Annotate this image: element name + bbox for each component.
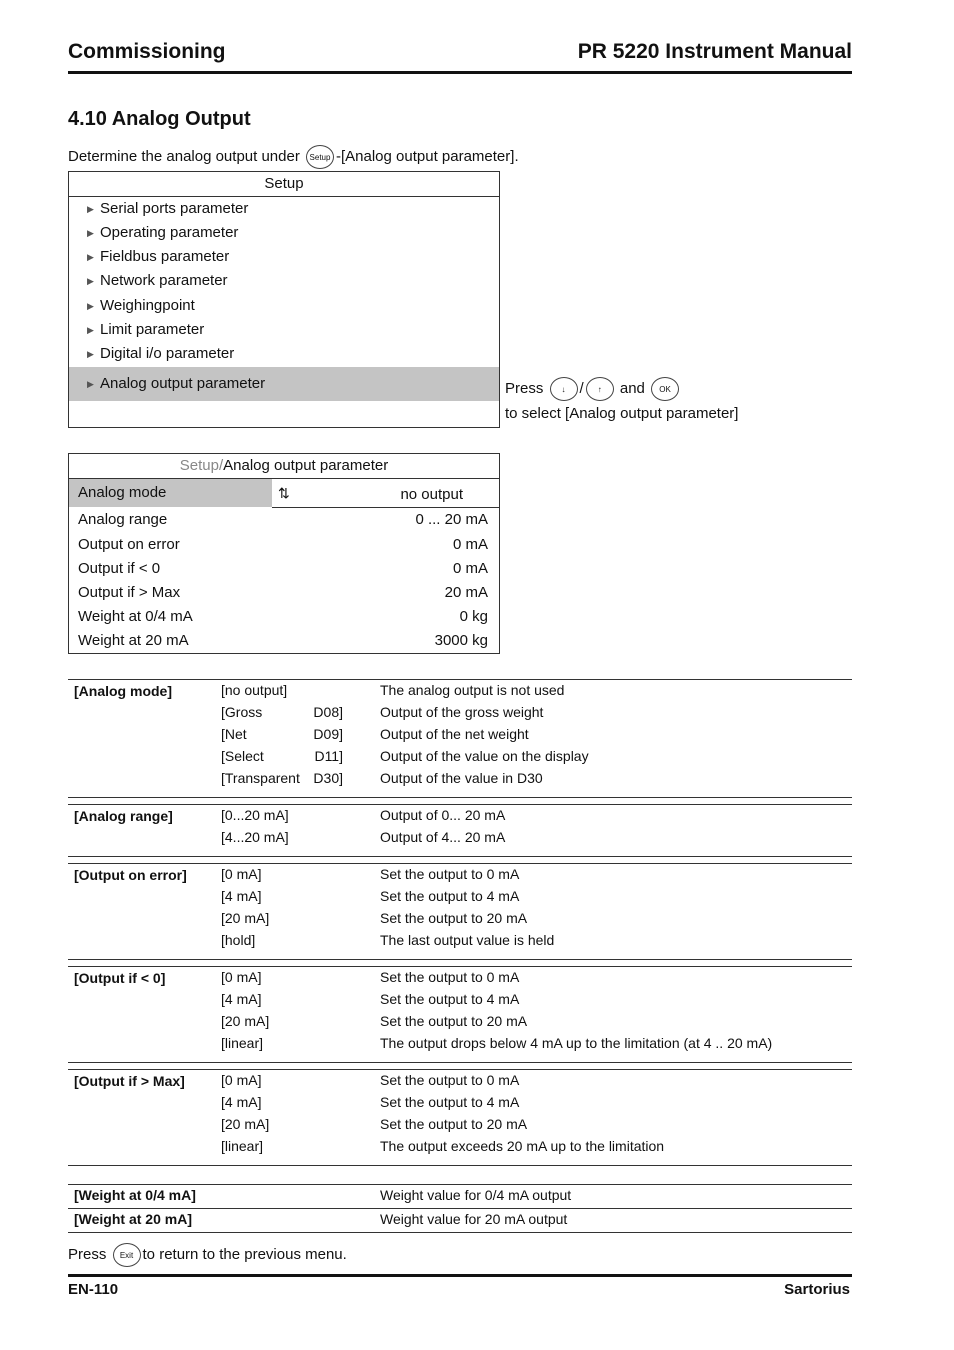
setup-key-icon: Setup: [306, 145, 334, 169]
triangle-right-icon: ▶: [87, 228, 94, 238]
analog-param-menu: [68, 453, 500, 654]
ref-option-desc: Output of the net weight: [380, 726, 529, 742]
ref-option-code: D08]: [313, 704, 343, 720]
menu-item-label: Analog output parameter: [100, 375, 266, 392]
menu-item-serial-ports[interactable]: [69, 197, 499, 221]
param-value: no output: [400, 486, 463, 503]
header-chapter: Commissioning: [68, 40, 226, 63]
ref-option-desc: Weight value for 20 mA output: [380, 1211, 568, 1227]
header-rule: [68, 71, 852, 74]
ref-option-desc: Output of 4... 20 mA: [380, 829, 506, 845]
ref-option-desc: Set the output to 0 mA: [380, 1072, 520, 1088]
param-menu-title: [69, 454, 499, 479]
ref-top-rule: [68, 679, 852, 680]
param-value: 0 mA: [452, 560, 488, 577]
ref-top-rule: [68, 1069, 852, 1070]
triangle-right-icon: ▶: [87, 252, 94, 262]
ref-option-desc: The output exceeds 20 mA up to the limitation: [380, 1138, 665, 1154]
menu-item-label: Limit parameter: [100, 321, 205, 338]
setup-menu: [68, 171, 500, 428]
triangle-right-icon: ▶: [87, 325, 94, 335]
triangle-right-icon: ▶: [87, 204, 94, 214]
header-manual-title: PR 5220 Instrument Manual: [577, 40, 852, 63]
ref-bottom-rule: [68, 1165, 852, 1166]
ref-option-desc: Set the output to 20 mA: [380, 910, 528, 926]
and-label: and: [619, 380, 645, 397]
ref-bottom-rule: [68, 797, 852, 798]
menu-item-limit[interactable]: [69, 318, 499, 342]
ref-option: [4 mA]: [221, 888, 262, 904]
ref-option: [4 mA]: [221, 991, 262, 1007]
value-field: [272, 479, 499, 508]
ref-param-label: [Analog mode]: [74, 683, 172, 699]
triangle-right-icon: ▶: [87, 379, 94, 389]
footer-brand: Sartorius: [784, 1281, 850, 1298]
ref-option-desc: Output of the gross weight: [380, 704, 544, 720]
press-label: Press: [505, 380, 544, 397]
param-value: 0 mA: [452, 536, 488, 553]
menu-item-label: Fieldbus parameter: [100, 248, 230, 265]
ref-option-desc: Set the output to 0 mA: [380, 969, 520, 985]
menu-item-label: Operating parameter: [100, 224, 239, 241]
setup-menu-title: Setup: [69, 172, 499, 197]
triangle-right-icon: ▶: [87, 276, 94, 286]
ref-option: [4 mA]: [221, 1094, 262, 1110]
param-row-analog-mode[interactable]: [69, 479, 499, 507]
page-number: EN-110: [68, 1281, 119, 1298]
exit-note-text: to return to the previous menu.: [142, 1245, 347, 1263]
arrow-down-key-icon: ↓: [550, 377, 578, 401]
ref-option-code: D11]: [314, 748, 343, 764]
menu-item-label: Digital i/o parameter: [100, 345, 235, 362]
ref-option: [Gross: [221, 704, 263, 720]
triangle-right-icon: ▶: [87, 349, 94, 359]
ref-bottom-rule: [68, 1208, 852, 1209]
ref-option: [0 mA]: [221, 866, 262, 882]
ref-option-desc: Set the output to 20 mA: [380, 1116, 528, 1132]
param-label: Output if > Max: [78, 584, 181, 601]
ref-param-label: [Output if < 0]: [74, 970, 166, 986]
ref-option-desc: Weight value for 0/4 mA output: [380, 1187, 572, 1203]
footer-rule: [68, 1274, 852, 1277]
ref-option-desc: Output of the value on the display: [380, 748, 589, 764]
ok-key-icon: OK: [651, 377, 679, 401]
param-value: 20 mA: [444, 584, 488, 601]
ref-bottom-rule: [68, 1232, 852, 1233]
menu-item-operating[interactable]: [69, 221, 499, 245]
ref-top-rule: [68, 863, 852, 864]
param-row[interactable]: [69, 508, 499, 532]
ref-param-label: [Output if > Max]: [74, 1073, 185, 1089]
intro-before: Determine the analog output under: [68, 147, 300, 165]
ref-option: [Select: [221, 748, 264, 764]
param-label: Output on error: [78, 536, 180, 553]
ref-option-desc: Set the output to 4 mA: [380, 1094, 520, 1110]
ref-option-desc: Set the output to 20 mA: [380, 1013, 528, 1029]
ref-option: [20 mA]: [221, 910, 270, 926]
param-label: Weight at 20 mA: [78, 632, 189, 649]
ref-option: [hold]: [221, 932, 256, 948]
ref-option: [0...20 mA]: [221, 807, 289, 823]
ref-option: [0 mA]: [221, 969, 262, 985]
ref-option: [no output]: [221, 682, 288, 698]
ref-option-desc: Set the output to 0 mA: [380, 866, 520, 882]
ref-option-code: D09]: [313, 726, 343, 742]
ref-param-label: [Weight at 0/4 mA]: [74, 1187, 196, 1203]
press-note-line2: to select [Analog output parameter]: [505, 405, 739, 423]
ref-option-desc: Output of the value in D30: [380, 770, 543, 786]
param-value: 3000 kg: [434, 632, 488, 649]
ref-option-desc: The output drops below 4 mA up to the limitation (at 4 .. 20 mA): [380, 1035, 773, 1051]
arrow-up-key-icon: ↑: [586, 377, 614, 401]
param-label: Output if < 0: [78, 560, 161, 577]
param-label: Analog range: [78, 511, 168, 528]
ref-option: [20 mA]: [221, 1116, 270, 1132]
ref-option: [Net: [221, 726, 247, 742]
param-value: 0 kg: [459, 608, 488, 625]
intro-text: [68, 145, 519, 169]
title-breadcrumb: Setup/: [179, 457, 224, 474]
param-row[interactable]: [69, 533, 499, 557]
ref-bottom-rule: [68, 856, 852, 857]
menu-item-digital-io[interactable]: [69, 342, 499, 366]
toggle-arrows-icon: ⇅: [278, 485, 290, 501]
param-row[interactable]: [69, 629, 499, 653]
ref-option: [linear]: [221, 1138, 264, 1154]
menu-item-weighingpoint[interactable]: [69, 294, 499, 318]
menu-item-network[interactable]: [69, 269, 499, 293]
ref-option-desc: The last output value is held: [380, 932, 555, 948]
ref-option: [Transparent: [221, 770, 300, 786]
param-row[interactable]: [69, 605, 499, 629]
menu-item-label: Network parameter: [100, 272, 228, 289]
menu-item-analog-output[interactable]: [69, 367, 499, 401]
ref-option-desc: The analog output is not used: [380, 682, 565, 698]
press-label: Press: [68, 1245, 107, 1263]
menu-item-label: Serial ports parameter: [100, 200, 249, 217]
ref-bottom-rule: [68, 959, 852, 960]
ref-param-label: [Analog range]: [74, 808, 173, 824]
ref-option-code: D30]: [313, 770, 343, 786]
ref-top-rule: [68, 804, 852, 805]
intro-after: -[Analog output parameter].: [336, 147, 519, 165]
title-current: Analog output parameter: [223, 457, 389, 474]
ref-option: [20 mA]: [221, 1013, 270, 1029]
ref-top-rule: [68, 1184, 852, 1185]
ref-param-label: [Weight at 20 mA]: [74, 1211, 192, 1227]
param-label: Weight at 0/4 mA: [78, 608, 193, 625]
param-value: 0 ... 20 mA: [415, 511, 488, 528]
ref-option: [4...20 mA]: [221, 829, 289, 845]
menu-item-label: Weighingpoint: [100, 297, 195, 314]
triangle-right-icon: ▶: [87, 301, 94, 311]
menu-item-fieldbus[interactable]: [69, 245, 499, 269]
param-row[interactable]: [69, 557, 499, 581]
press-note: Press ↓ / ↑ and OK to select [Analog output parameter]: [505, 376, 738, 426]
exit-note: [68, 1243, 347, 1267]
ref-option-desc: Output of 0... 20 mA: [380, 807, 506, 823]
ref-top-rule: [68, 966, 852, 967]
ref-option-desc: Set the output to 4 mA: [380, 991, 520, 1007]
param-row[interactable]: [69, 581, 499, 605]
ref-param-label: [Output on error]: [74, 867, 187, 883]
param-label: Analog mode: [78, 484, 167, 501]
ref-option-desc: Set the output to 4 mA: [380, 888, 520, 904]
ref-option: [0 mA]: [221, 1072, 262, 1088]
ref-option: [linear]: [221, 1035, 264, 1051]
exit-key-icon: Exit: [113, 1243, 141, 1267]
ref-bottom-rule: [68, 1062, 852, 1063]
section-title: 4.10 Analog Output: [68, 108, 251, 130]
